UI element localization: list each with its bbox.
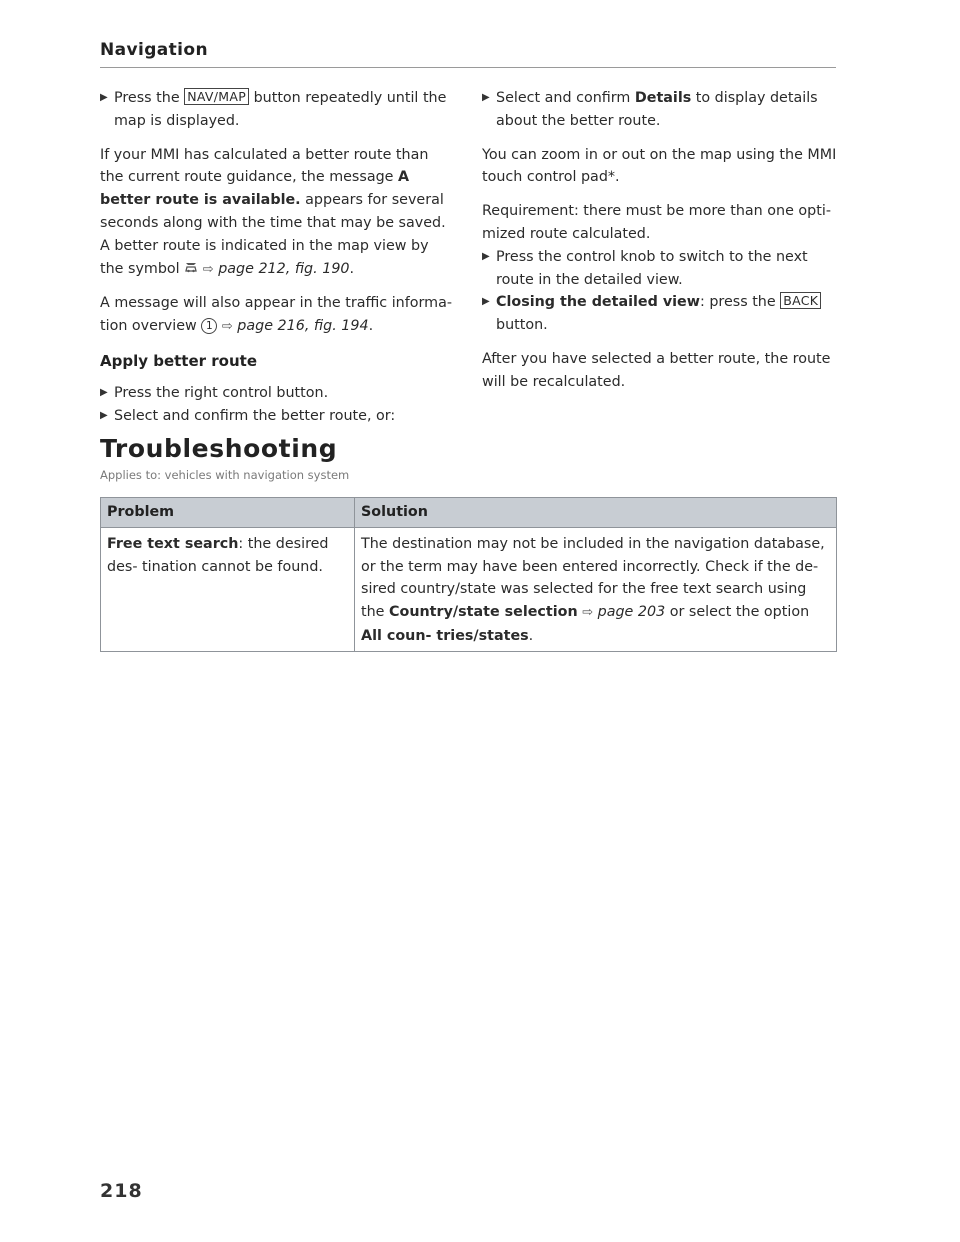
bullet-control-knob: ▶ Press the control knob to switch to the next route in the detailed view. (482, 246, 838, 292)
solution-cell: The destination may not be included in the navigation database, or the term may have been entered incorrectly. Check if the de- sired country/state was selected for the free text search using the Country/state selection ⇨ page 203 or select the option All coun- tries/states. (355, 527, 837, 651)
back-key: BACK (780, 292, 821, 309)
traffic-symbol-icon (184, 261, 203, 277)
page-reference-link[interactable]: page 212, fig. 190 (218, 260, 350, 277)
applies-to-note: Applies to: vehicles with navigation system (100, 468, 350, 482)
bullet-select-confirm: ▶ Select and confirm the better route, or: (100, 405, 456, 428)
bullet-triangle-icon: ▶ (482, 250, 490, 262)
table-row (101, 527, 837, 651)
reference-arrow-icon: ⇨ (202, 261, 214, 277)
bullet-details: ▶ Select and confirm Details to display details about the better route. (482, 87, 838, 133)
bullet-triangle-icon: ▶ (100, 386, 108, 398)
problem-cell: Free text search: the desired des- tination cannot be found. (101, 527, 355, 651)
page-reference-link[interactable]: page 216, fig. 194 (237, 318, 369, 335)
bullet-right-control: ▶ Press the right control button. (100, 382, 456, 405)
traffic-overview-paragraph: A message will also appear in the traffic informa- tion overview 1 ⇨ page 216, fig. 194. (100, 295, 452, 335)
page-number: 218 (100, 1180, 143, 1202)
troubleshooting-table (100, 497, 837, 652)
bullet-triangle-icon: ▶ (482, 92, 490, 103)
requirement-paragraph: Requirement: there must be more than one opti- mized route calculated. (482, 203, 831, 242)
better-route-message: A better route is available. (100, 169, 410, 209)
nav-map-key: NAV/MAP (184, 88, 249, 105)
apply-better-route-heading: Apply better route (100, 351, 257, 370)
page-reference-link[interactable]: page 203 (597, 604, 666, 621)
bullet-closing-view: ▶ Closing the detailed view: press the BACK button. (482, 291, 838, 337)
left-column (100, 87, 456, 427)
column-header-solution: Solution (355, 498, 837, 528)
table-header-row (101, 498, 837, 528)
bullet-triangle-icon: ▶ (482, 296, 490, 308)
callout-number: 1 (201, 318, 217, 334)
reference-arrow-icon: ⇨ (582, 605, 594, 621)
header-title: Navigation (100, 40, 208, 60)
bullet-triangle-icon: ▶ (100, 92, 108, 103)
troubleshooting-title: Troubleshooting (100, 434, 338, 463)
reference-arrow-icon: ⇨ (221, 319, 233, 335)
better-route-paragraph: If your MMI has calculated a better route than the current route guidance, the message A better route is available. appears for several seconds along with the time that may be saved. A better route is indicated in the map view by the symbol ⇨ page 212, fig. 190. (100, 146, 446, 277)
recalculated-paragraph: After you have selected a better route, the route will be recalculated. (482, 350, 831, 390)
page-header (100, 40, 836, 68)
zoom-paragraph: You can zoom in or out on the map using the MMI touch control pad*. (482, 146, 837, 186)
bullet-triangle-icon: ▶ (100, 409, 108, 421)
column-header-problem: Problem (101, 498, 355, 528)
bullet-nav-map: ▶ Press the NAV/MAP button repeatedly until the map is displayed. (100, 89, 447, 129)
right-column (482, 87, 838, 405)
